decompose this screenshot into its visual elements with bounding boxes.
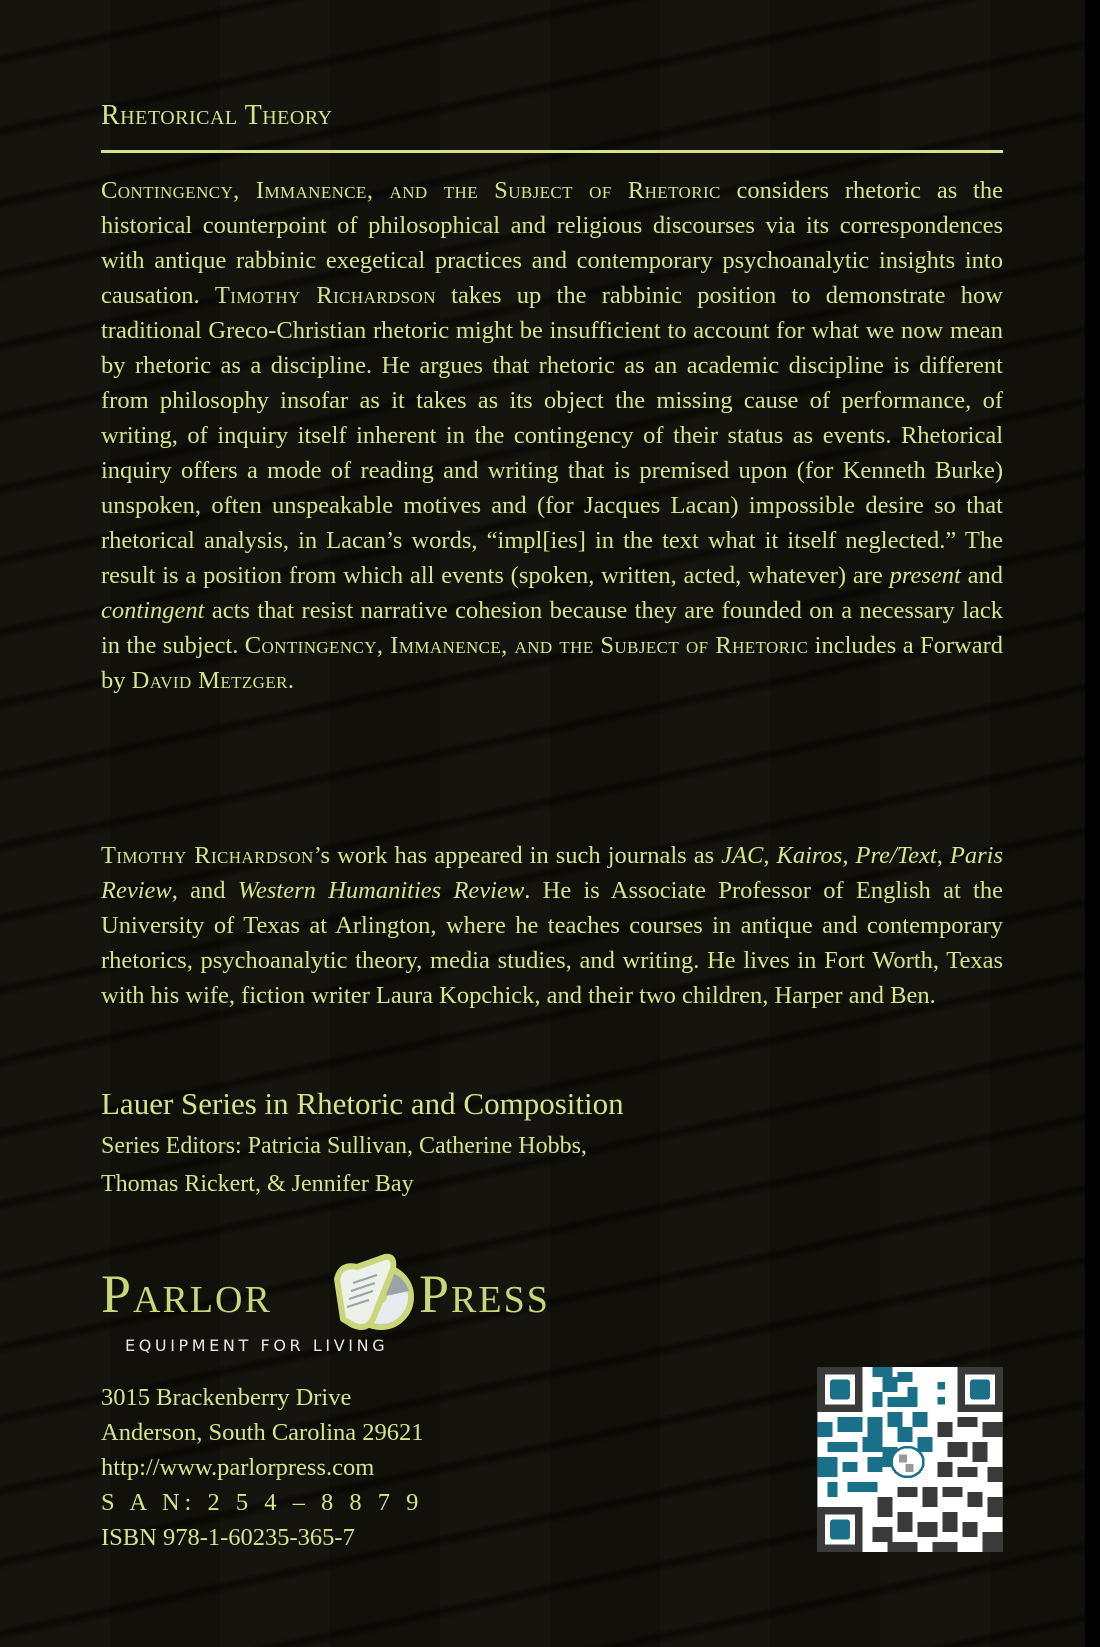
italic-text: Pre/Text	[855, 842, 937, 869]
small-caps-text: Timothy Richardson	[214, 282, 436, 309]
text-run: . He is Associate Professor of English at the University of Texas at Arlington, where he teaches courses in antique and contemporary rhetorics, psychoanalytic theory, media studies, and writing. He lives in Fort Worth, Texas with his wife, fiction writer Laura Kopchick, and their two children, Harper and Ben.	[101, 877, 1003, 1009]
text-run: ,	[842, 842, 856, 869]
address-city: Anderson, South Carolina 29621	[101, 1419, 424, 1446]
text-run: takes up the rabbinic position to demonstrate how traditional Greco-Christian rhetoric might be insufficient to account for what we now mean by rhetoric as a discipline. He argues that rhetoric as an academic discipline is different from philosophy insofar as it takes as its object the missing cause of performance, of writing, of inquiry itself inherent in the contingency of their status as events. Rhetorical inquiry offers a mode of reading and writing that is premised upon (for Kenneth Burke) unspoken, often unspeakable motives and (for Jacques Lacan) impossible desire so that rhetorical analysis, in Lacan’s words, “impl[ies] in the text what it itself neglected.” The result is a position from which all events (spoken, written, acted, whatever) are	[101, 282, 1003, 589]
isbn-number: ISBN 978-1-60235-365-7	[101, 1524, 355, 1551]
italic-text: contingent	[101, 597, 205, 624]
series-editors	[101, 1127, 701, 1203]
logo-tagline: EQUIPMENT FOR LIVING	[125, 1336, 389, 1355]
small-caps-text: Contingency, Immanence, and the Subject of Rhetoric	[244, 632, 809, 659]
title-divider	[101, 150, 1003, 153]
section-title: Rhetorical Theory	[101, 100, 333, 131]
text-run: includes a Forward by	[101, 632, 1003, 694]
series-editors-line-2: Thomas Rickert, & Jennifer Bay	[101, 1171, 414, 1197]
publisher-address	[101, 1380, 424, 1555]
text-run: and	[960, 562, 1003, 589]
italic-text: Kairos	[776, 842, 843, 869]
italic-text: Paris Review	[101, 842, 1003, 904]
qr-code[interactable]	[817, 1367, 1003, 1552]
text-run: ’s work has appeared in such journals as	[313, 842, 722, 869]
author-bio	[101, 838, 1003, 1013]
series-editors-line-1: Series Editors: Patricia Sullivan, Catherine Hobbs,	[101, 1133, 587, 1159]
cover-edge	[1085, 0, 1100, 1647]
scroll-and-disc-icon	[323, 1245, 423, 1345]
text-run: ,	[936, 842, 950, 869]
address-street: 3015 Brackenberry Drive	[101, 1384, 352, 1411]
italic-text: JAC	[721, 842, 764, 869]
logo-word-press: Press	[419, 1264, 550, 1324]
san-number: S A N: 2 5 4 – 8 8 7 9	[101, 1489, 424, 1516]
publisher-website[interactable]: http://www.parlorpress.com	[101, 1454, 375, 1481]
italic-text: Western Humanities Review	[237, 877, 525, 904]
small-caps-text: Contingency, Immanence, and the Subject of Rhetoric	[101, 177, 721, 204]
text-run: ,	[763, 842, 777, 869]
small-caps-text: David Metzger.	[131, 667, 295, 694]
italic-text: present	[889, 562, 961, 589]
logo-word-parlor: Parlor	[101, 1264, 272, 1324]
book-description	[101, 173, 1003, 698]
series-title: Lauer Series in Rhetoric and Composition	[101, 1086, 624, 1121]
parlor-press-logo	[101, 1253, 601, 1358]
text-run: considers rhetoric as the historical counterpoint of philosophical and religious discourses via its correspondences with antique rabbinic exegetical practices and contemporary psychoanalytic insights into causation.	[101, 177, 1003, 309]
text-run: , and	[171, 877, 238, 904]
text-run: acts that resist narrative cohesion because they are founded on a necessary lack in the subject.	[101, 597, 1003, 659]
small-caps-text: Timothy Richardson	[101, 842, 314, 869]
